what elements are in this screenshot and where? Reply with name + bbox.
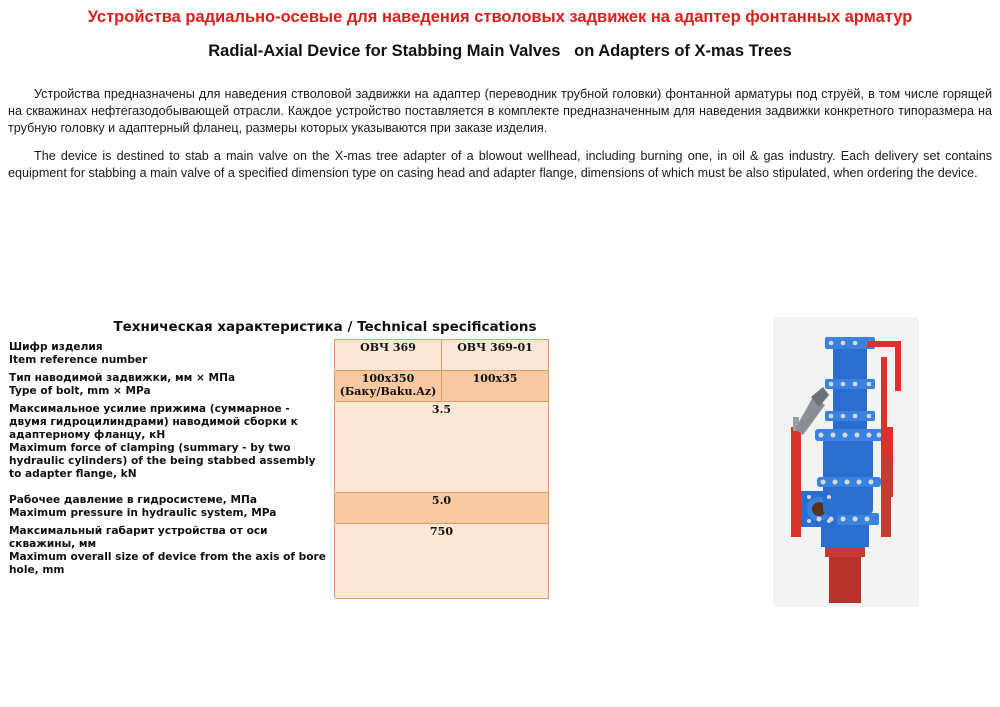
row-label bbox=[6, 371, 335, 402]
label-ru: Шифр изделия bbox=[9, 340, 103, 353]
specs-title: Техническая характеристика / Technical specifications bbox=[113, 319, 537, 335]
description-en: The device is destined to stab a main valve on the X-mas tree adapter of a blowout wellhead, including burning one, in oil & gas industry. Each delivery set contains equipment for stabbing a main valve of a specified dimension type on casing head and adapter flange, dimensions of which must be also stipulated, when ordering the device. bbox=[8, 149, 992, 180]
label-ru: Тип наводимой задвижки, мм × МПа bbox=[9, 372, 236, 384]
description-ru: Устройства предназначены для наведения стволовой задвижки на адаптер (переводник трубной головки) фонтанной арматуры под струёй, в том числе горящей на скважинах нефтегазодобывающей отрасли. Каждое устройство поставляется в комплекте предназначенным для наведения задвижки конкретного типоразмера на трубную головку и адаптерный фланец, размеры которых указываются при заказе изделия. bbox=[8, 87, 992, 135]
row-label bbox=[6, 340, 335, 371]
label-en: Type of bolt, mm × MPa bbox=[9, 385, 151, 397]
table-row bbox=[6, 493, 549, 524]
row-label bbox=[6, 524, 335, 599]
label-en: Maximum overall size of device from the axis of bore hole, mm bbox=[9, 551, 326, 576]
specs-table bbox=[6, 339, 549, 599]
page-title-ru: Устройства радиально-осевые для наведения стволовых задвижек на адаптер фонтанных арматур bbox=[87, 8, 913, 26]
table-row bbox=[6, 340, 549, 371]
row-label bbox=[6, 402, 335, 493]
label-en: Item reference number bbox=[9, 353, 148, 366]
table-cell: 750 bbox=[335, 524, 549, 599]
page-title-en: Radial-Axial Device for Stabbing Main Valves on Adapters of X-mas Trees bbox=[208, 42, 792, 60]
table-row bbox=[6, 402, 549, 493]
table-cell: 100х35 bbox=[442, 371, 549, 402]
table-row bbox=[6, 524, 549, 599]
table-cell: 3.5 bbox=[335, 402, 549, 493]
label-en: Maximum force of clamping (summary - by two hydraulic cylinders) of the being stabbed assembly to adapter flange, kN bbox=[9, 442, 316, 480]
label-ru: Максимальное усилие прижима (суммарное - двумя гидроцилиндрами) наводимой сборки к адаптерному фланцу, кН bbox=[9, 403, 298, 441]
table-cell: ОВЧ 369-01 bbox=[442, 340, 549, 371]
device-drawing bbox=[773, 317, 919, 607]
row-label bbox=[6, 493, 335, 524]
label-ru: Рабочее давление в гидросистеме, МПа bbox=[9, 494, 258, 506]
table-row bbox=[6, 371, 549, 402]
label-en: Maximum pressure in hydraulic system, MPa bbox=[9, 507, 277, 519]
table-cell: ОВЧ 369 bbox=[335, 340, 442, 371]
device-illustration bbox=[773, 317, 919, 607]
table-cell: 5.0 bbox=[335, 493, 549, 524]
label-ru: Максимальный габарит устройства от оси скважины, мм bbox=[9, 525, 268, 550]
table-cell: 100х350 (Баку/Baku.Az) bbox=[335, 371, 442, 402]
